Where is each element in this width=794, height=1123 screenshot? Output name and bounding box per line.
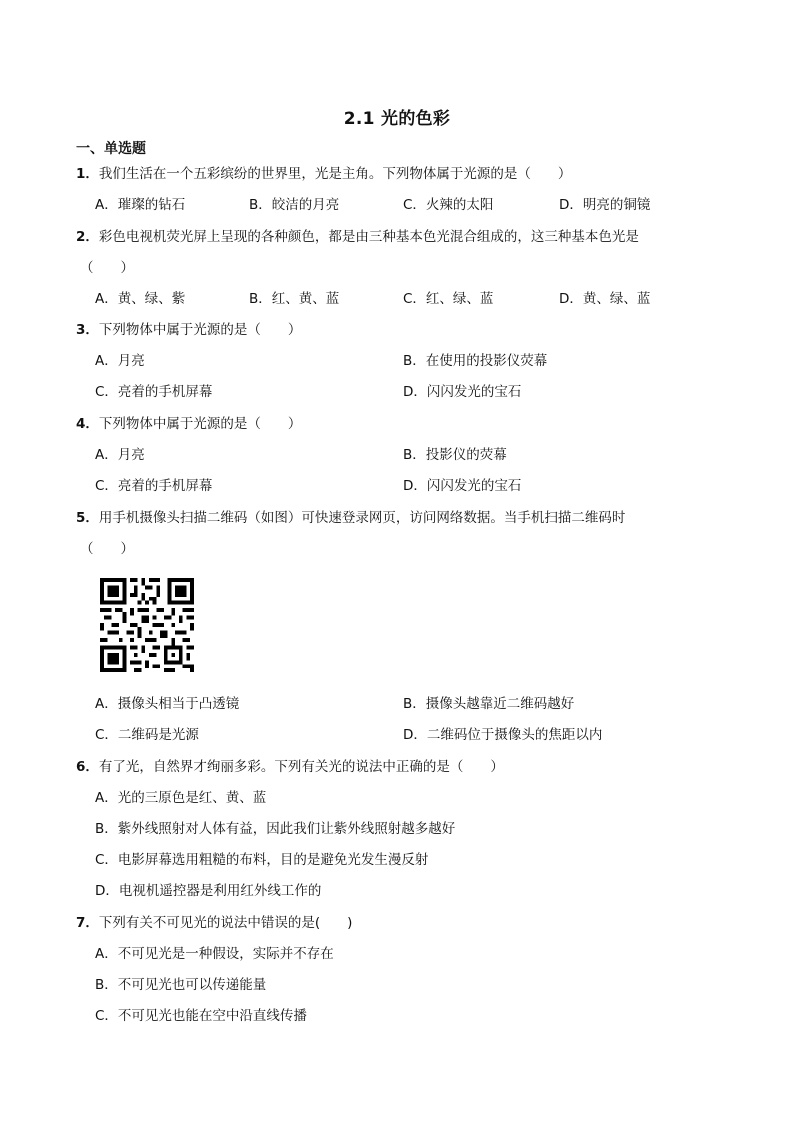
question-stem: 下列物体中属于光源的是（ ）: [98, 416, 302, 432]
option-c[interactable]: C．二维码是光源: [95, 727, 199, 743]
question-number: 7．: [76, 915, 99, 931]
question-4: [76, 414, 716, 434]
option-b[interactable]: B．红、黄、蓝: [249, 291, 340, 307]
option-c[interactable]: C．电影屏幕选用粗糙的布料，目的是避免光发生漫反射: [95, 852, 429, 868]
option-b[interactable]: B．摄像头越靠近二维码越好: [403, 696, 575, 712]
question-number: 6．: [76, 759, 99, 775]
question-1: [76, 164, 716, 184]
option-d[interactable]: D．闪闪发光的宝石: [403, 478, 522, 494]
question-stem: 下列物体中属于光源的是（ ）: [98, 322, 302, 338]
option-d[interactable]: D．明亮的铜镜: [559, 197, 651, 213]
option-c[interactable]: C．红、绿、蓝: [403, 291, 494, 307]
option-a[interactable]: A．摄像头相当于凸透镜: [95, 696, 240, 712]
option-a[interactable]: A．光的三原色是红、黄、蓝: [95, 790, 267, 806]
option-d[interactable]: D．电视机遥控器是利用红外线工作的: [95, 883, 322, 899]
option-d[interactable]: D．二维码位于摄像头的焦距以内: [403, 727, 603, 743]
option-b[interactable]: B．在使用的投影仪荧幕: [403, 353, 548, 369]
option-d[interactable]: D．黄、绿、蓝: [559, 291, 651, 307]
question-stem: 有了光，自然界才绚丽多彩。下列有关光的说法中正确的是（ ）: [98, 759, 504, 775]
option-b[interactable]: B．皎洁的月亮: [249, 197, 340, 213]
option-b[interactable]: B．不可见光也可以传递能量: [95, 977, 267, 993]
question-number: 1．: [76, 166, 99, 182]
question-number: 3．: [76, 322, 99, 338]
option-c[interactable]: C．亮着的手机屏幕: [95, 478, 213, 494]
question-3: [76, 320, 716, 340]
option-a[interactable]: A．月亮: [95, 353, 145, 369]
option-a[interactable]: A．璀璨的钻石: [95, 197, 186, 213]
option-a[interactable]: A．黄、绿、紫: [95, 291, 186, 307]
section-heading: 一、单选题: [76, 141, 146, 157]
page-title: 2.1 光的色彩: [343, 109, 451, 129]
question-5: [76, 508, 716, 528]
question-6: [76, 757, 716, 777]
qr-code-image: [100, 578, 194, 672]
question-7: [76, 913, 716, 933]
option-c[interactable]: C．不可见光也能在空中沿直线传播: [95, 1008, 307, 1024]
option-b[interactable]: B．投影仪的荧幕: [403, 447, 507, 463]
question-stem-continuation: （ ）: [80, 541, 134, 557]
question-stem-continuation: （ ）: [80, 260, 134, 276]
option-c[interactable]: C．火辣的太阳: [403, 197, 494, 213]
question-2: [76, 227, 716, 247]
question-stem: 彩色电视机荧光屏上呈现的各种颜色，都是由三种基本色光混合组成的，这三种基本色光是: [98, 229, 639, 245]
option-b[interactable]: B．紫外线照射对人体有益，因此我们让紫外线照射越多越好: [95, 821, 456, 837]
question-number: 4．: [76, 416, 99, 432]
option-a[interactable]: A．不可见光是一种假设，实际并不存在: [95, 946, 334, 962]
question-stem: 下列有关不可见光的说法中错误的是( ): [98, 915, 353, 931]
question-number: 2．: [76, 229, 99, 245]
question-stem: 用手机摄像头扫描二维码（如图）可快速登录网页，访问网络数据。当手机扫描二维码时: [98, 510, 626, 526]
option-c[interactable]: C．亮着的手机屏幕: [95, 384, 213, 400]
option-d[interactable]: D．闪闪发光的宝石: [403, 384, 522, 400]
option-a[interactable]: A．月亮: [95, 447, 145, 463]
question-stem: 我们生活在一个五彩缤纷的世界里，光是主角。下列物体属于光源的是（ ）: [98, 166, 572, 182]
question-number: 5．: [76, 510, 99, 526]
